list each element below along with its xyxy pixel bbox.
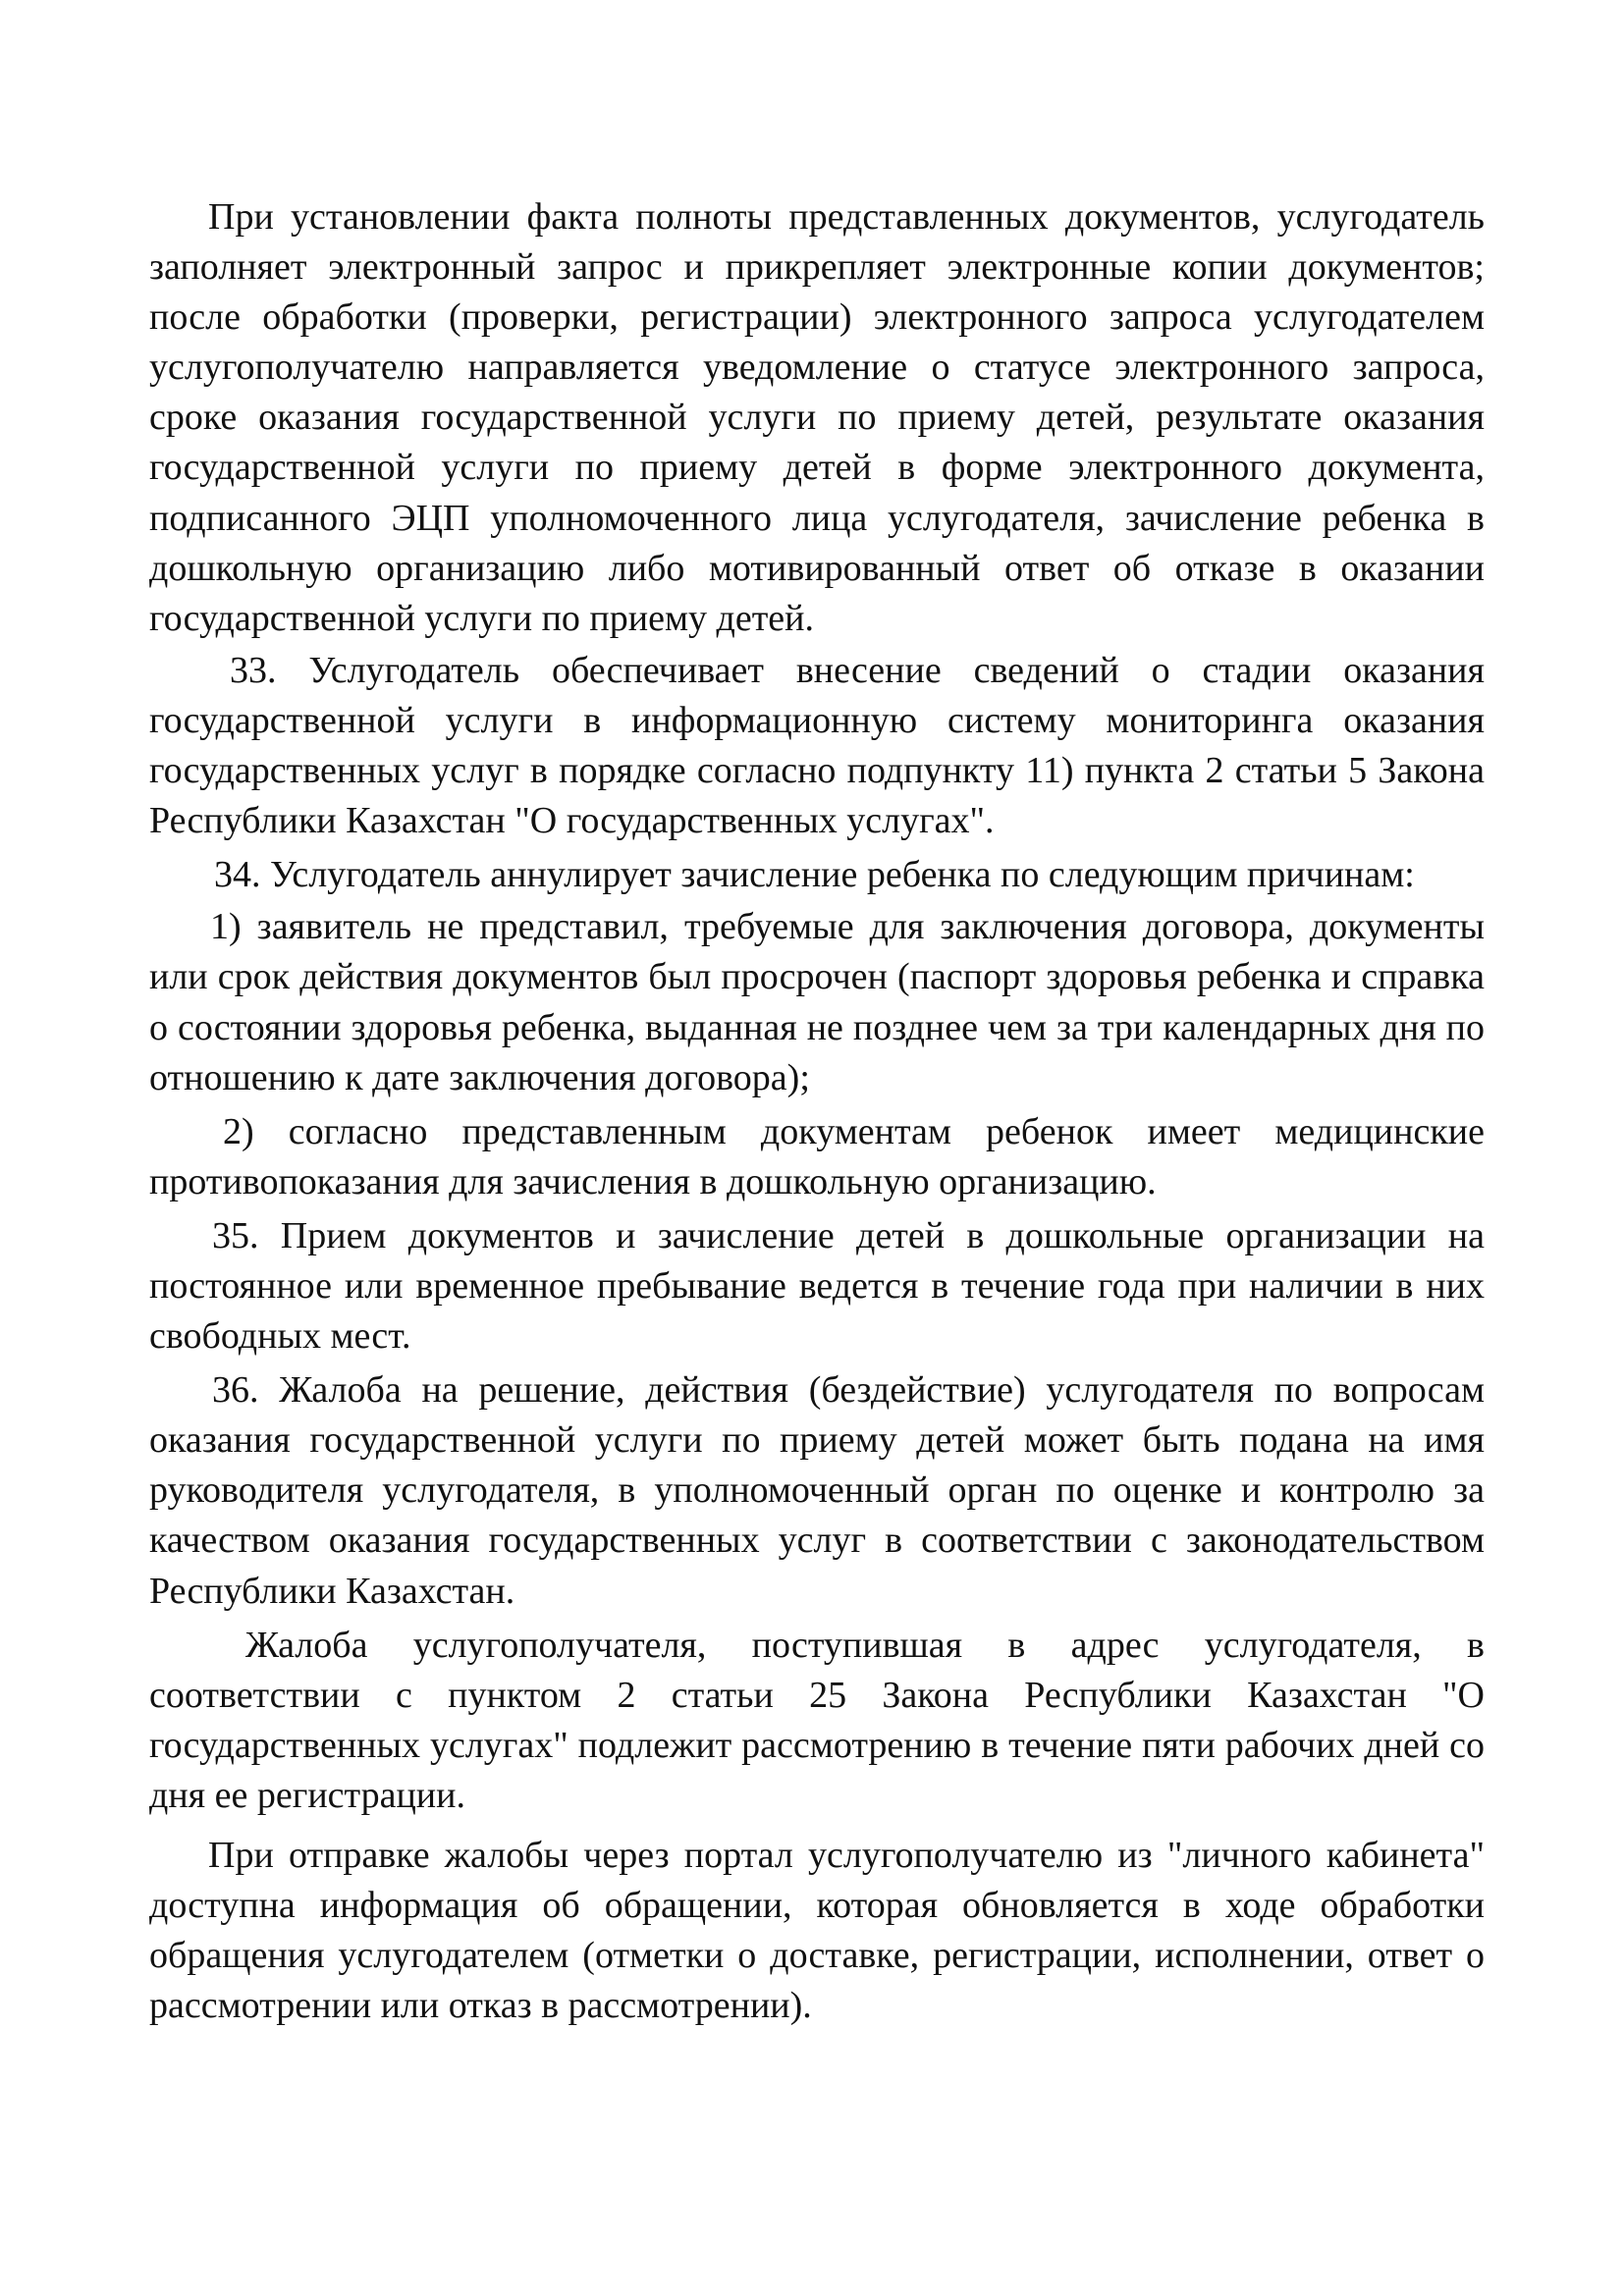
paragraph-35: 35. Прием документов и зачисление детей в дошкольные организации на постоянное или временное пребывание ведется в течение года при наличии в них свободных мест. [149,1214,1485,1358]
document-body [149,192,1485,2031]
paragraph-36: 36. Жалоба на решение, действия (бездействие) услугодателя по вопросам оказания государственной услуги по приему детей может быть подана на имя руководителя услугодателя, в уполномоченный орган по оценке и контролю за качеством оказания государственных услуг в соответствии с законодательством Республики Казахстан. [149,1369,1485,1612]
paragraph-34-item-2: 2) согласно представленным документам ребенок имеет медицинские противопоказания для зачисления в дошкольную организацию. [149,1110,1485,1202]
paragraph-34-item-1: 1) заявитель не представил, требуемые для заключения договора, документы или срок действия документов был просрочен (паспорт здоровья ребенка и справка о состоянии здоровья ребенка, выданная не позднее чем за три календарных дня по отношению к дате заключения договора); [149,906,1485,1098]
paragraph-complaint-review: Жалоба услугополучателя, поступившая в адрес услугодателя, в соответствии с пунктом 2 статьи 25 Закона Республики Казахстан "О государственных услугах" подлежит рассмотрению в течение пяти рабочих дней со дня ее регистрации. [149,1624,1485,1816]
paragraph-electronic-request: При установлении факта полноты представленных документов, услугодатель заполняет электронный запрос и прикрепляет электронные копии документов; после обработки (проверки, регистрации) электронного запроса услугодателем услугополучателю направляется уведомление о статусе электронного запроса, сроке оказания государственной услуги по приему детей, результате оказания государственной услуги по приему детей в форме электронного документа, подписанного ЭЦП уполномоченного лица услугодателя, зачисление ребенка в дошкольную организацию либо мотивированный ответ об отказе в оказании государственной услуги по приему детей. [149,196,1485,639]
paragraph-33: 33. Услугодатель обеспечивает внесение сведений о стадии оказания государственной услуги в информационную систему мониторинга оказания государственных услуг в порядке согласно подпункту 11) пункта 2 статьи 5 Закона Республики Казахстан "О государственных услугах". [149,649,1485,842]
paragraph-portal-complaint: При отправке жалобы через портал услугополучателю из "личного кабинета" доступна информация об обращении, которая обновляется в ходе обработки обращения услугодателем (отметки о доставке, регистрации, исполнении, ответ о рассмотрении или отказ в рассмотрении). [149,1835,1485,2027]
paragraph-34: 34. Услугодатель аннулирует зачисление ребенка по следующим причинам: [214,854,1415,896]
